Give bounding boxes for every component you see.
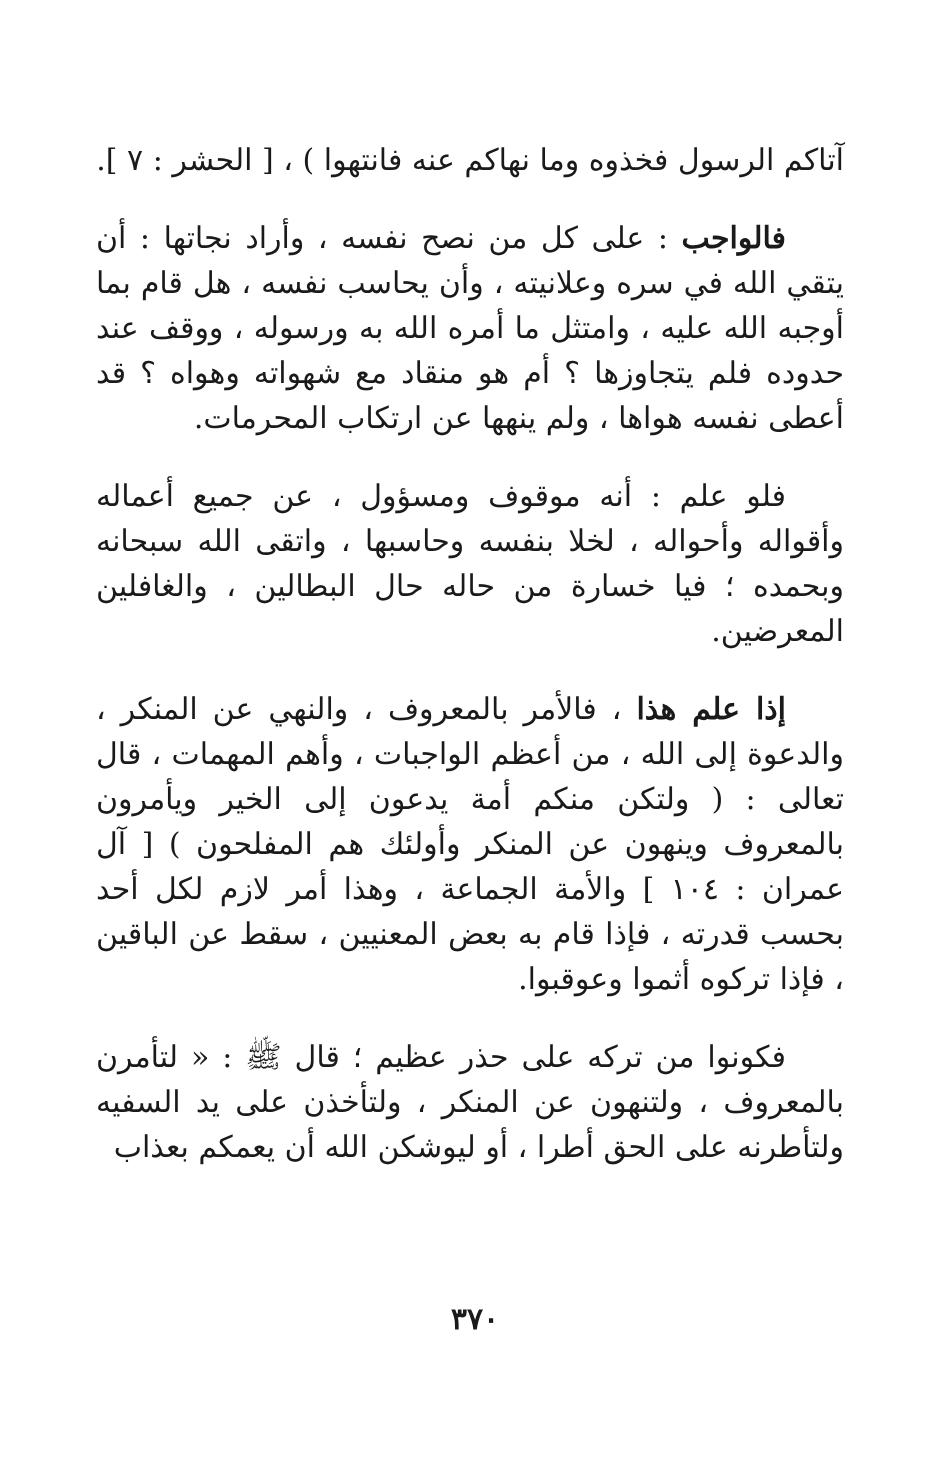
paragraph-4-text: ، فالأمر بالمعروف ، والنهي عن المنكر ، والدعوة إلى الله ، من أعظم الواجبات ، وأهم المهمات ، قال تعالى : ( ولتكن منكم أمة يدعون إلى الخير ويأمرون بالمعروف وينهون عن المنكر وأولئك هم المفلحون ) [ آل عمران : ١٠٤ ] والأمة الجماعة ، وهذا أمر لازم لكل أحد بحسب قدرته ، فإذا قام به بعض المعنيين ، سقط عن الباقين ، فإذا تركوه أثموا وعوقبوا. <box>96 692 845 997</box>
paragraph-3-text: فلو علم : أنه موقوف ومسؤول ، عن جميع أعماله وأقواله وأحواله ، لخلا بنفسه وحاسبها ، واتقى الله سبحانه وبحمده ؛ فيا خسارة من حاله حال البطالين ، والغافلين المعرضين. <box>96 479 844 649</box>
paragraph-2-text: : على كل من نصح نفسه ، وأراد نجاتها : أن يتقي الله في سره وعلانيته ، وأن يحاسب نفسه ، هل قام بما أوجبه الله عليه ، وامتثل ما أمره الله به ورسوله ، ووقف عند حدوده فلم يتجاوزها ؟ أم هو منقاد مع شهواته وهواه ؟ قد أعطى نفسه هواها ، ولم ينهها عن ارتكاب المحرمات. <box>96 221 844 436</box>
paragraph-1 <box>96 138 844 183</box>
paragraph-5 <box>96 1035 844 1170</box>
paragraph-2 <box>96 216 844 441</box>
paragraph-1-text: آتاكم الرسول فخذوه وما نهاكم عنه فانتهوا ) ، [ الحشر : ٧ ]. <box>96 143 844 178</box>
paragraph-5-text: فكونوا من تركه على حذر عظيم ؛ قال ﷺ : « لتأمرن بالمعروف ، ولتنهون عن المنكر ، ولتأخذن على يد السفيه ولتأطرنه على الحق أطرا ، أو ليوشكن الله أن يعمكم بعذاب <box>96 1040 844 1165</box>
paragraph-4-lead: إذا علم هذا <box>636 692 787 727</box>
paragraph-2-lead: فالواجب <box>681 221 786 256</box>
page-number: ٣٧٠ <box>450 1302 500 1337</box>
paragraph-3 <box>96 474 844 654</box>
page-body <box>96 138 844 1203</box>
paragraph-4 <box>96 687 844 1002</box>
